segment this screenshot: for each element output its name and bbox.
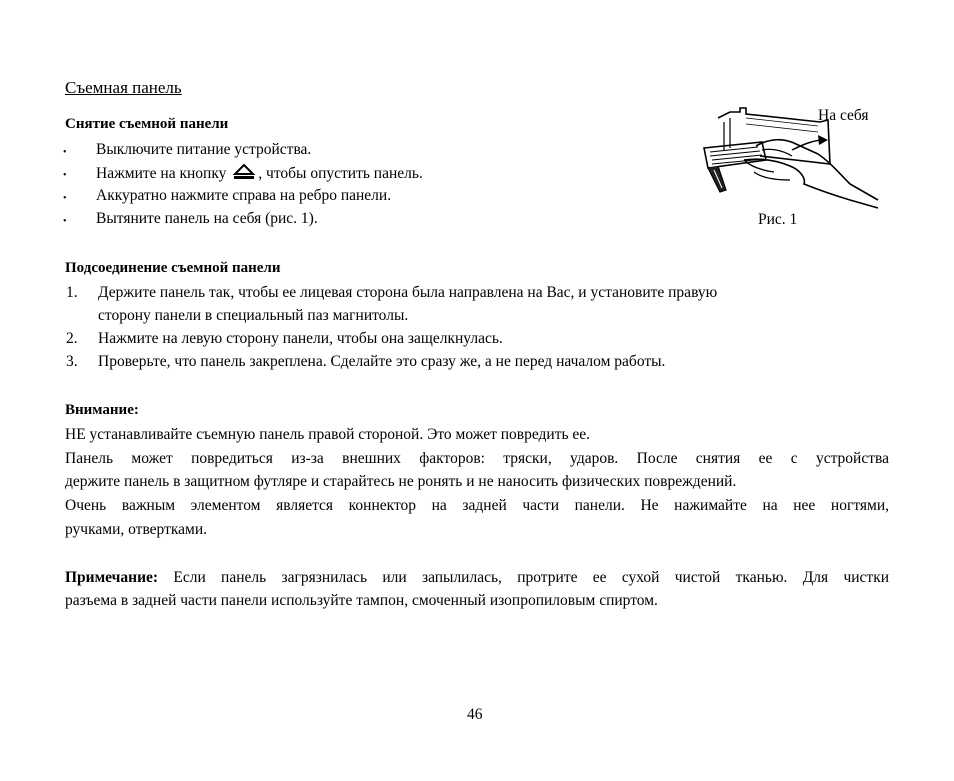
note-text-1: Если панель загрязнилась или запылилась, протрите ее сухой чистой тканью. Для чистки xyxy=(173,569,890,586)
attach-step-1-number: 1. xyxy=(66,284,78,301)
note-line-1 xyxy=(65,569,889,587)
figure-caption: Рис. 1 xyxy=(758,211,798,228)
note-line-2: разъема в задней части панели используйте тампон, смоченный изопропиловым спиртом. xyxy=(65,592,658,609)
removal-step-3: Аккуратно нажмите справа на ребро панели. xyxy=(96,187,392,204)
attach-step-1-line-2: сторону панели в специальный паз магнитолы. xyxy=(98,307,409,324)
eject-icon xyxy=(233,164,255,185)
attach-step-3-number: 3. xyxy=(66,353,78,370)
warning-line-4: Очень важным элементом является коннектор на задней части панели. Не нажимайте на нее ногтями, xyxy=(65,497,889,514)
removal-step-4: Вытяните панель на себя (рис. 1). xyxy=(96,210,318,227)
attach-step-3-line-1: Проверьте, что панель закреплена. Сделайте это сразу же, а не перед началом работы. xyxy=(98,353,666,370)
figure-arrow-label: На себя xyxy=(818,107,869,124)
warning-line-3: держите панель в защитном футляре и старайтесь не ронять и не наносить физических повреждений. xyxy=(65,473,737,490)
warning-heading: Внимание: xyxy=(65,402,139,418)
bullet-marker: • xyxy=(63,147,67,158)
removal-step-2 xyxy=(96,164,423,185)
page-title: Съемная панель xyxy=(65,78,182,97)
warning-line-5: ручками, отвертками. xyxy=(65,521,208,538)
page-number: 46 xyxy=(467,706,483,723)
note-label: Примечание: xyxy=(65,569,159,586)
attach-step-1-line-1: Держите панель так, чтобы ее лицевая сторона была направлена на Вас, и установите правую xyxy=(98,284,718,301)
attach-step-2-number: 2. xyxy=(66,330,78,347)
warning-line-2: Панель может повредиться из-за внешних факторов: тряски, ударов. После снятия ее с устройства xyxy=(65,450,889,467)
bullet-marker: • xyxy=(63,193,67,204)
bullet-marker: • xyxy=(63,216,67,227)
attach-heading: Подсоединение съемной панели xyxy=(65,260,281,276)
warning-line-1: НЕ устанавливайте съемную панель правой стороной. Это может повредить ее. xyxy=(65,426,591,443)
attach-step-2-line-1: Нажмите на левую сторону панели, чтобы она защелкнулась. xyxy=(98,330,503,347)
removal-step-1: Выключите питание устройства. xyxy=(96,141,312,158)
removal-step-2-text-a: Нажмите на кнопку xyxy=(96,165,227,182)
removal-heading: Снятие съемной панели xyxy=(65,116,229,132)
removal-step-2-text-b: , чтобы опустить панель. xyxy=(258,165,423,182)
bullet-marker: • xyxy=(63,170,67,181)
